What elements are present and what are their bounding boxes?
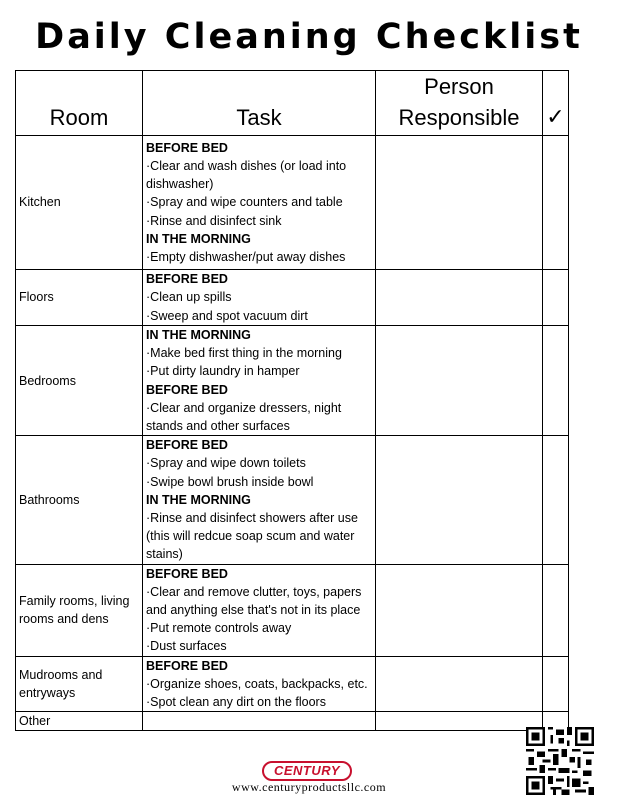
- checkbox-cell[interactable]: [543, 270, 569, 326]
- task-section-heading: IN THE MORNING: [146, 231, 251, 246]
- table-row: [16, 712, 569, 731]
- task-section-heading: BEFORE BED: [146, 382, 228, 397]
- person-responsible-cell[interactable]: [376, 136, 543, 270]
- person-responsible-cell[interactable]: [376, 270, 543, 326]
- room-cell: Kitchen: [16, 136, 143, 270]
- checkbox-cell[interactable]: [543, 136, 569, 270]
- century-logo: CENTURY: [262, 761, 352, 781]
- person-responsible-cell[interactable]: [376, 326, 543, 436]
- person-responsible-cell[interactable]: [376, 712, 543, 731]
- task-item: · Empty dishwasher/put away dishes: [146, 248, 372, 266]
- task-item: · Clean up spills: [146, 288, 372, 306]
- task-item: · Sweep and spot vacuum dirt: [146, 307, 372, 325]
- task-item: · Dust surfaces: [146, 637, 372, 655]
- task-item: · Put dirty laundry in hamper: [146, 362, 372, 380]
- room-cell: Mudrooms and entryways: [16, 656, 143, 712]
- task-item: · Spray and wipe counters and table: [146, 193, 372, 211]
- room-column-header: Room: [16, 71, 143, 136]
- task-item: · Clear and wash dishes (or load into dishwasher): [146, 157, 372, 193]
- website-url[interactable]: www.centuryproductsllc.com: [231, 780, 387, 794]
- table-row: [16, 270, 569, 326]
- task-cell: [143, 656, 376, 712]
- task-cell: [143, 136, 376, 270]
- checklist-table: [15, 70, 569, 731]
- task-cell: [143, 564, 376, 656]
- table-row: [16, 656, 569, 712]
- task-cell: [143, 326, 376, 436]
- room-cell: Family rooms, living rooms and dens: [16, 564, 143, 656]
- check-mark-icon: ✓: [543, 71, 569, 136]
- room-cell: Other: [16, 712, 143, 731]
- task-item: · Clear and organize dressers, night stands and other surfaces: [146, 399, 372, 435]
- task-section-heading: BEFORE BED: [146, 140, 228, 155]
- header-row: [16, 71, 569, 136]
- task-cell: [143, 436, 376, 564]
- task-item: · Make bed first thing in the morning: [146, 344, 372, 362]
- task-section-heading: BEFORE BED: [146, 438, 228, 453]
- qr-code-icon: [526, 727, 594, 795]
- task-item: · Put remote controls away: [146, 619, 372, 637]
- task-item: · Spot clean any dirt on the floors: [146, 693, 372, 711]
- task-item: · Clear and remove clutter, toys, papers and anything else that's not in its place: [146, 583, 372, 619]
- room-cell: Bathrooms: [16, 436, 143, 564]
- task-cell: [143, 270, 376, 326]
- person-responsible-cell[interactable]: [376, 436, 543, 564]
- task-section-heading: BEFORE BED: [146, 658, 228, 673]
- checkbox-cell[interactable]: [543, 436, 569, 564]
- table-row: [16, 564, 569, 656]
- table-row: [16, 326, 569, 436]
- page-title: Daily Cleaning Checklist: [35, 17, 583, 57]
- task-column-header: Task: [143, 71, 376, 136]
- task-cell: [143, 712, 376, 731]
- person-responsible-column-header: Person Responsible: [376, 71, 543, 136]
- table-row: [16, 136, 569, 270]
- task-item: · Rinse and disinfect showers after use (this will redcue soap scum and water stains): [146, 509, 372, 564]
- person-responsible-cell[interactable]: [376, 564, 543, 656]
- task-item: · Swipe bowl brush inside bowl: [146, 473, 372, 491]
- person-responsible-cell[interactable]: [376, 656, 543, 712]
- room-cell: Floors: [16, 270, 143, 326]
- task-section-heading: IN THE MORNING: [146, 492, 251, 507]
- task-section-heading: IN THE MORNING: [146, 328, 251, 342]
- checkbox-cell[interactable]: [543, 564, 569, 656]
- task-item: · Rinse and disinfect sink: [146, 212, 372, 230]
- table-row: [16, 436, 569, 564]
- task-item: · Organize shoes, coats, backpacks, etc.: [146, 675, 372, 693]
- checkbox-cell[interactable]: [543, 326, 569, 436]
- room-cell: Bedrooms: [16, 326, 143, 436]
- task-section-heading: BEFORE BED: [146, 272, 228, 287]
- task-section-heading: BEFORE BED: [146, 566, 228, 581]
- task-item: · Spray and wipe down toilets: [146, 454, 372, 472]
- checkbox-cell[interactable]: [543, 656, 569, 712]
